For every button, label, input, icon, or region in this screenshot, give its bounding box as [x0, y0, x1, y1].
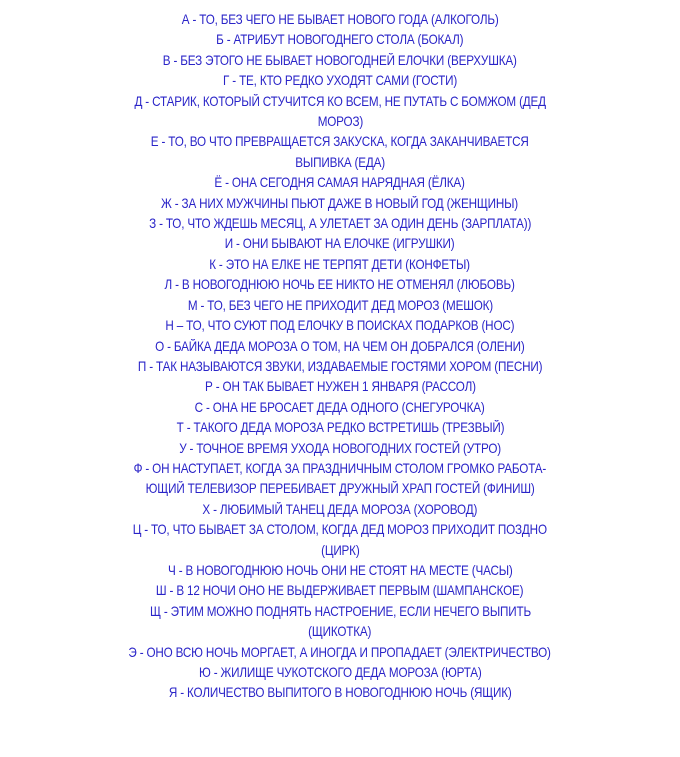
text-line: Ж - ЗА НИХ МУЖЧИНЫ ПЬЮТ ДАЖЕ В НОВЫЙ ГОД (ЖЕНЩИНЫ) [161, 195, 519, 211]
text-line: К - ЭТО НА ЕЛКЕ НЕ ТЕРПЯТ ДЕТИ (КОНФЕТЫ) [209, 256, 471, 272]
text-line: Б - АТРИБУТ НОВОГОДНЕГО СТОЛА (БОКАЛ) [216, 32, 464, 48]
text-line: Г - ТЕ, КТО РЕДКО УХОДЯТ САМИ (ГОСТИ) [222, 73, 458, 89]
text-line: Ч - В НОВОГОДНЮЮ НОЧЬ ОНИ НЕ СТОЯТ НА МЕСТЕ (ЧАСЫ) [167, 562, 513, 578]
text-line: М - ТО, БЕЗ ЧЕГО НЕ ПРИХОДИТ ДЕД МОРОЗ (МЕШОК) [187, 297, 493, 313]
text-line: С - ОНА НЕ БРОСАЕТ ДЕДА ОДНОГО (СНЕГУРОЧКА) [195, 399, 485, 415]
alphabet-list [0, 10, 680, 704]
text-line: Е - ТО, ВО ЧТО ПРЕВРАЩАЕТСЯ ЗАКУСКА, КОГДА ЗАКАНЧИВАЕТСЯ [151, 134, 529, 150]
text-line: Ё - ОНА СЕГОДНЯ САМАЯ НАРЯДНАЯ (ЁЛКА) [214, 175, 466, 191]
text-line: Ш - В 12 НОЧИ ОНО НЕ ВЫДЕРЖИВАЕТ ПЕРВЫМ (ШАМПАНСКОЕ) [156, 583, 524, 599]
text-line: О - БАЙКА ДЕДА МОРОЗА О ТОМ, НА ЧЕМ ОН ДОБРАЛСЯ (ОЛЕНИ) [155, 338, 525, 354]
text-line: Э - ОНО ВСЮ НОЧЬ МОРГАЕТ, А ИНОГДА И ПРОПАДАЕТ (ЭЛЕКТРИЧЕСТВО) [128, 644, 552, 660]
text-line: (ЩИКОТКА) [308, 624, 372, 640]
text-line: Щ - ЭТИМ МОЖНО ПОДНЯТЬ НАСТРОЕНИЕ, ЕСЛИ НЕЧЕГО ВЫПИТЬ [149, 603, 531, 619]
text-line: У - ТОЧНОЕ ВРЕМЯ УХОДА НОВОГОДНИХ ГОСТЕЙ (УТРО) [179, 440, 501, 456]
text-line: Д - СТАРИК, КОТОРЫЙ СТУЧИТСЯ КО ВСЕМ, НЕ ПУТАТЬ С БОМЖОМ (ДЕД [134, 93, 546, 109]
text-line: Н – ТО, ЧТО СУЮТ ПОД ЕЛОЧКУ В ПОИСКАХ ПОДАРКОВ (НОС) [165, 318, 515, 334]
text-line: Ю - ЖИЛИЩЕ ЧУКОТСКОГО ДЕДА МОРОЗА (ЮРТА) [198, 665, 482, 680]
text-line: Л - В НОВОГОДНЮЮ НОЧЬ ЕЕ НИКТО НЕ ОТМЕНЯЛ (ЛЮБОВЬ) [164, 277, 516, 293]
text-line: ЮЩИЙ ТЕЛЕВИЗОР ПЕРЕБИВАЕТ ДРУЖНЫЙ ХРАП ГОСТЕЙ (ФИНИШ) [145, 481, 535, 497]
text-line: Я - КОЛИЧЕСТВО ВЫПИТОГО В НОВОГОДНЮЮ НОЧЬ (ЯЩИК) [168, 685, 512, 701]
text-line: В - БЕЗ ЭТОГО НЕ БЫВАЕТ НОВОГОДНЕЙ ЕЛОЧКИ (ВЕРХУШКА) [163, 52, 517, 68]
text-line: ВЫПИВКА (ЕДА) [295, 154, 385, 170]
text-line: МОРОЗ) [317, 114, 363, 130]
text-line: А - ТО, БЕЗ ЧЕГО НЕ БЫВАЕТ НОВОГО ГОДА (АЛКОГОЛЬ) [181, 12, 499, 27]
text-line: Ц - ТО, ЧТО БЫВАЕТ ЗА СТОЛОМ, КОГДА ДЕД МОРОЗ ПРИХОДИТ ПОЗДНО [132, 522, 548, 538]
text-line: Ф - ОН НАСТУПАЕТ, КОГДА ЗА ПРАЗДНИЧНЫМ СТОЛОМ ГРОМКО РАБОТА- [133, 460, 547, 476]
text-line: (ЦИРК) [320, 542, 360, 558]
text-line: З - ТО, ЧТО ЖДЕШЬ МЕСЯЦ, А УЛЕТАЕТ ЗА ОДИН ДЕНЬ (ЗАРПЛАТА)) [148, 216, 532, 232]
text-line: Т - ТАКОГО ДЕДА МОРОЗА РЕДКО ВСТРЕТИШЬ (ТРЕЗВЫЙ) [176, 420, 504, 436]
text-line: Р - ОН ТАК БЫВАЕТ НУЖЕН 1 ЯНВАРЯ (РАССОЛ) [204, 379, 476, 395]
text-line: Х - ЛЮБИМЫЙ ТАНЕЦ ДЕДА МОРОЗА (ХОРОВОД) [202, 501, 478, 517]
text-line: И - ОНИ БЫВАЮТ НА ЕЛОЧКЕ (ИГРУШКИ) [225, 236, 455, 252]
text-line: П - ТАК НАЗЫВАЮТСЯ ЗВУКИ, ИЗДАВАЕМЫЕ ГОСТЯМИ ХОРОМ (ПЕСНИ) [137, 358, 543, 374]
